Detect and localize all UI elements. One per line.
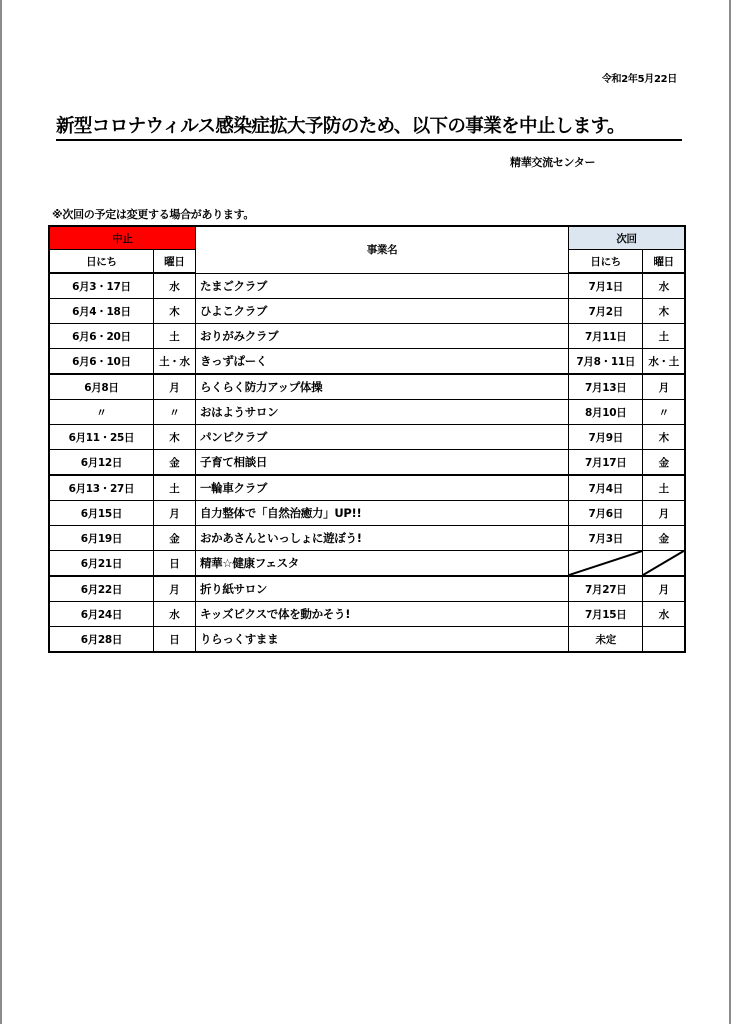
table-row: [49, 576, 685, 602]
cancel-weekday-cell: 金: [153, 526, 195, 551]
event-name-cell: おはようサロン: [195, 400, 568, 425]
event-name-cell: らくらく防力アップ体操: [195, 374, 568, 400]
event-name-cell: きっずぱーく: [195, 349, 568, 375]
next-weekday-cell: 金: [643, 450, 685, 476]
cancel-date-cell: 6月11・25日: [49, 425, 153, 450]
table-row: [49, 273, 685, 299]
table-header-row: [49, 226, 685, 250]
table-row: [49, 627, 685, 653]
cancel-weekday-cell: 土: [153, 324, 195, 349]
cancel-date-cell: 6月6・10日: [49, 349, 153, 375]
cancel-weekday-cell: 水: [153, 273, 195, 299]
cancel-weekday-cell: 土・水: [153, 349, 195, 375]
event-name-cell: たまごクラブ: [195, 273, 568, 299]
next-date-cell: 8月10日: [569, 400, 643, 425]
next-weekday-cell: 木: [643, 425, 685, 450]
event-name-cell: 一輪車クラブ: [195, 475, 568, 501]
next-date-cell: 7月17日: [569, 450, 643, 476]
cancel-weekday-cell: 月: [153, 374, 195, 400]
next-weekday-cell: 水: [643, 273, 685, 299]
event-name-cell: 精華☆健康フェスタ: [195, 551, 568, 577]
cancel-date-cell: 6月3・17日: [49, 273, 153, 299]
event-name-cell: 自力整体で「自然治癒力」UP!!: [195, 501, 568, 526]
next-date-cell: 7月27日: [569, 576, 643, 602]
next-weekday-cell: 土: [643, 475, 685, 501]
table-row: [49, 349, 685, 375]
event-name-cell: おりがみクラブ: [195, 324, 568, 349]
next-weekday-cell: 金: [643, 526, 685, 551]
cancel-weekday-cell: 日: [153, 551, 195, 577]
issue-date: 令和2年5月22日: [601, 74, 677, 85]
next-weekday-cell: 水: [643, 602, 685, 627]
next-weekday-cell: 水・土: [643, 349, 685, 375]
next-date-cell: 7月4日: [569, 475, 643, 501]
table-row: [49, 602, 685, 627]
next-date-cell: [569, 551, 643, 577]
event-name-cell: キッズピクスで体を動かそう!: [195, 602, 568, 627]
next-weekday-cell: 木: [643, 299, 685, 324]
event-name-cell: りらっくすまま: [195, 627, 568, 653]
table-row: [49, 475, 685, 501]
table-row: [49, 526, 685, 551]
table-body: [49, 273, 685, 652]
cancel-weekday-cell: 金: [153, 450, 195, 476]
cancel-date-cell: 〃: [49, 400, 153, 425]
cancel-weekday-cell: 水: [153, 602, 195, 627]
cancel-date-cell: 6月22日: [49, 576, 153, 602]
next-date-cell: 7月2日: [569, 299, 643, 324]
next-date-cell: 7月11日: [569, 324, 643, 349]
next-weekday-cell: 〃: [643, 400, 685, 425]
cancel-weekday-cell: 〃: [153, 400, 195, 425]
event-name-cell: おかあさんといっしょに遊ぼう!: [195, 526, 568, 551]
cancel-weekday-cell: 月: [153, 501, 195, 526]
header-next-weekday: 曜日: [643, 250, 685, 274]
table-row: [49, 425, 685, 450]
table-row: [49, 501, 685, 526]
cancel-date-cell: 6月28日: [49, 627, 153, 653]
header-next-date: 日にち: [569, 250, 643, 274]
page-title: 新型コロナウィルス感染症拡大予防のため、以下の事業を中止します。: [56, 112, 682, 141]
table-row: [49, 374, 685, 400]
cancel-date-cell: 6月13・27日: [49, 475, 153, 501]
next-date-cell: 7月8・11日: [569, 349, 643, 375]
cancel-date-cell: 6月8日: [49, 374, 153, 400]
header-next: 次回: [569, 226, 685, 250]
next-date-cell: 未定: [569, 627, 643, 653]
cancel-weekday-cell: 土: [153, 475, 195, 501]
next-weekday-cell: 月: [643, 501, 685, 526]
event-name-cell: 子育て相談日: [195, 450, 568, 476]
next-date-cell: 7月6日: [569, 501, 643, 526]
cancel-date-cell: 6月12日: [49, 450, 153, 476]
table-row: [49, 299, 685, 324]
cancel-date-cell: 6月24日: [49, 602, 153, 627]
header-date: 日にち: [49, 250, 153, 274]
header-event-name: 事業名: [195, 226, 568, 273]
cancellation-table: [48, 225, 686, 653]
table-row: [49, 324, 685, 349]
next-weekday-cell: [643, 627, 685, 653]
next-weekday-cell: 土: [643, 324, 685, 349]
event-name-cell: 折り紙サロン: [195, 576, 568, 602]
cancel-date-cell: 6月19日: [49, 526, 153, 551]
next-date-cell: 7月15日: [569, 602, 643, 627]
table-row: [49, 400, 685, 425]
next-weekday-cell: 月: [643, 374, 685, 400]
cancel-date-cell: 6月15日: [49, 501, 153, 526]
next-weekday-cell: [643, 551, 685, 577]
next-date-cell: 7月3日: [569, 526, 643, 551]
cancel-date-cell: 6月4・18日: [49, 299, 153, 324]
next-date-cell: 7月9日: [569, 425, 643, 450]
next-date-cell: 7月1日: [569, 273, 643, 299]
schedule-note: ※次回の予定は変更する場合があります。: [52, 208, 255, 221]
cancel-weekday-cell: 木: [153, 425, 195, 450]
cancel-date-cell: 6月21日: [49, 551, 153, 577]
next-weekday-cell: 月: [643, 576, 685, 602]
cancel-date-cell: 6月6・20日: [49, 324, 153, 349]
header-cancel: 中止: [49, 226, 195, 250]
cancel-weekday-cell: 月: [153, 576, 195, 602]
organization-name: 精華交流センター: [510, 156, 596, 169]
next-date-cell: 7月13日: [569, 374, 643, 400]
event-name-cell: パンピクラブ: [195, 425, 568, 450]
header-weekday: 曜日: [153, 250, 195, 274]
event-name-cell: ひよこクラブ: [195, 299, 568, 324]
table-row: [49, 551, 685, 577]
cancel-weekday-cell: 木: [153, 299, 195, 324]
cancel-weekday-cell: 日: [153, 627, 195, 653]
table-row: [49, 450, 685, 476]
